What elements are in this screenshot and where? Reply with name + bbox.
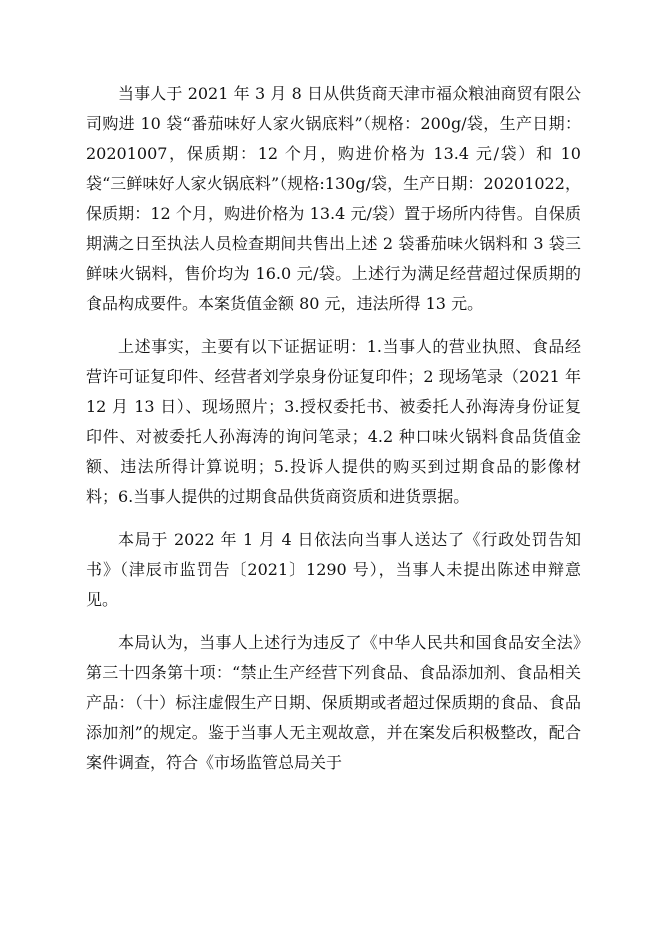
paragraph-notice: 本局于 2022 年 1 月 4 日依法向当事人送达了《行政处罚告知书》（津辰市监罚告〔2021〕1290 号），当事人未提出陈述申辩意见。 <box>86 530 581 609</box>
paragraph-ruling: 本局认为，当事人上述行为违反了《中华人民共和国食品安全法》第三十四条第十项：“禁止生产经营下列食品、食品添加剂、食品相关产品：（十）标注虚假生产日期、保质期或者超过保质期的食品、食品添加剂”的规定。鉴于当事人无主观故意，并在案发后积极整改，配合案件调查，符合《市场监管总局关于 <box>86 633 581 772</box>
document-body <box>86 79 581 791</box>
paragraph-facts: 当事人于 2021 年 3 月 8 日从供货商天津市福众粮油商贸有限公司购进 10 袋“番茄味好人家火锅底料”（规格：200g/袋，生产日期：20201007，保质期：12 个月，购进价格为 13.4 元/袋）和 10 袋“三鲜味好人家火锅底料”（规格:130g/袋，生产日期：20201022，保质期：12 个月，购进价格为 13.4 元/袋）置于场所内待售。自保质期满之日至执法人员检查期间共售出上述 2 袋番茄味火锅料和 3 袋三鲜味火锅料，售价均为 16.0 元/袋。上述行为满足经营超过保质期的食品构成要件。本案货值金额 80 元，违法所得 13 元。 <box>86 84 581 313</box>
paragraph-evidence: 上述事实，主要有以下证据证明：1.当事人的营业执照、食品经营许可证复印件、经营者刘学泉身份证复印件；2 现场笔录（2021 年 12 月 13 日）、现场照片；3.授权委托书、被委托人孙海涛身份证复印件、对被委托人孙海涛的询问笔录；4.2 种口味火锅料食品货值金额、违法所得计算说明；5.投诉人提供的购买到过期食品的影像材料；6.当事人提供的过期食品供货商资质和进货票据。 <box>86 337 581 506</box>
